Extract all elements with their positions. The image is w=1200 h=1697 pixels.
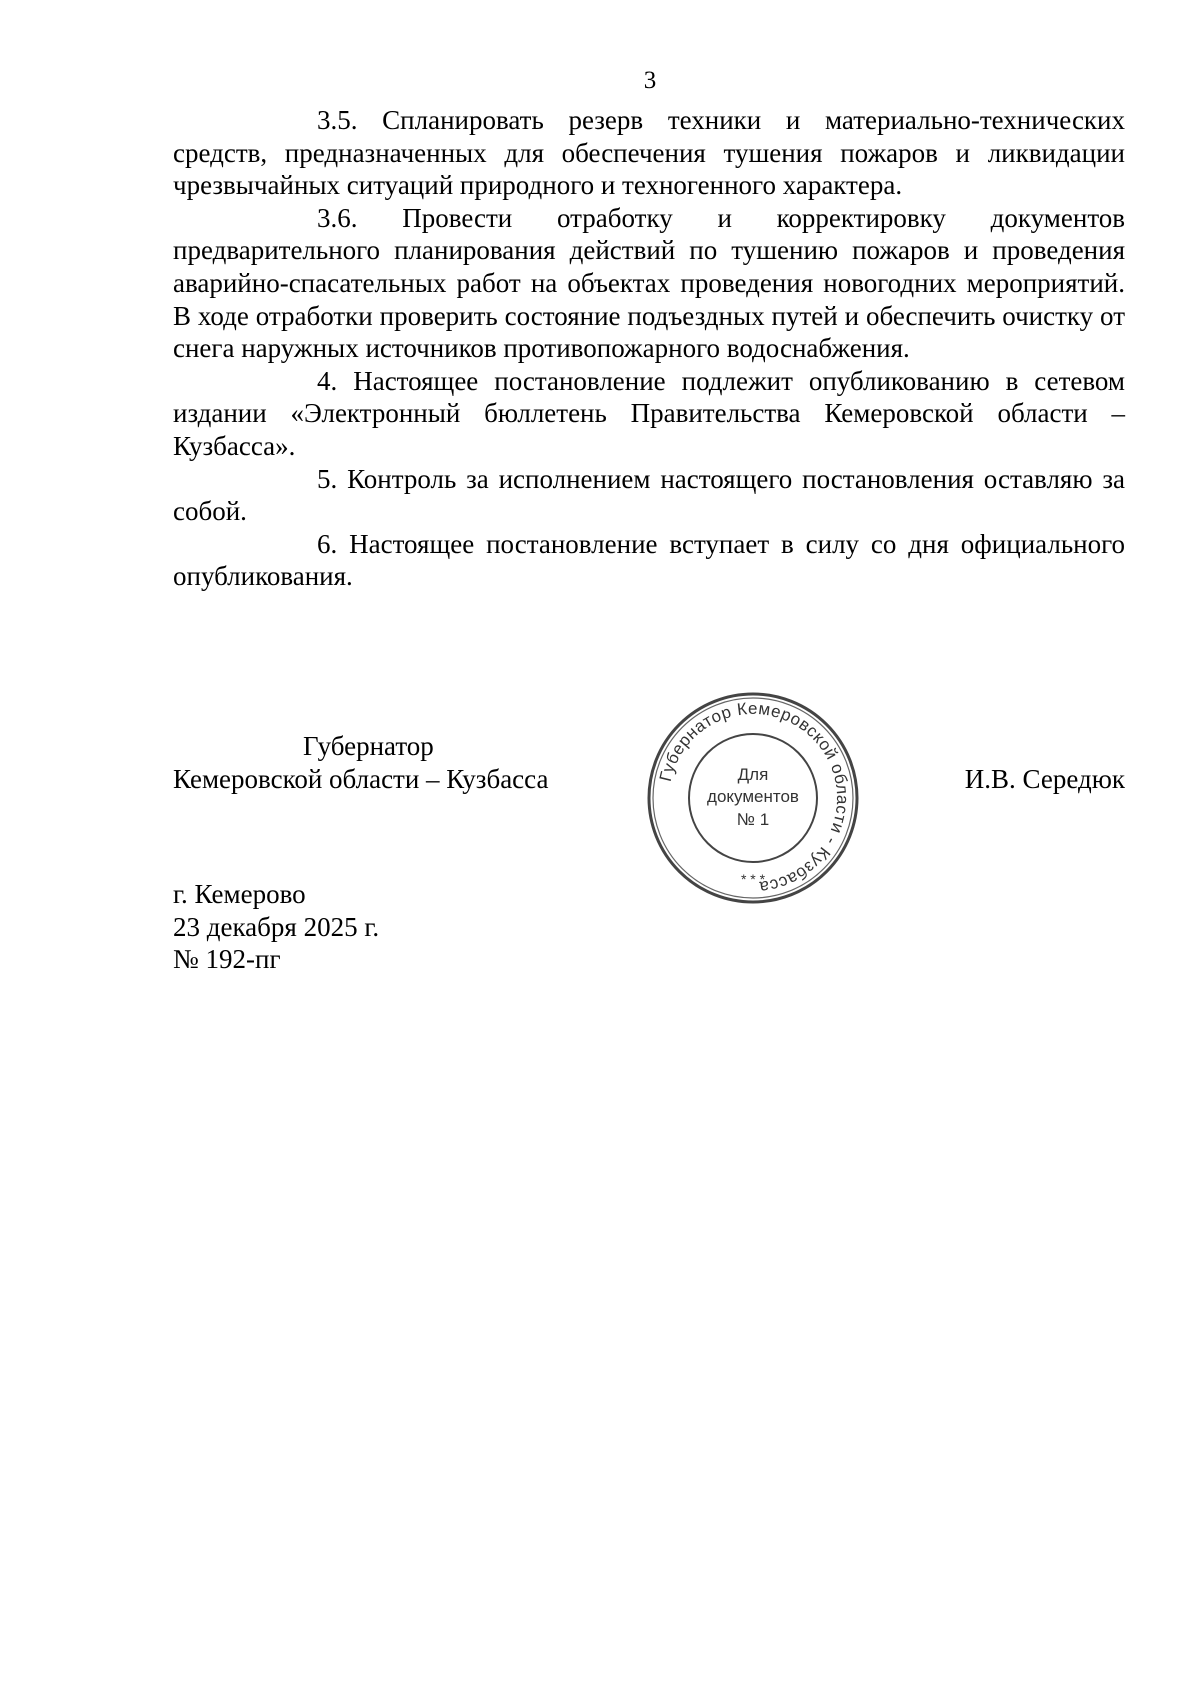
seal-center-line3: № 1 xyxy=(736,810,770,829)
signatory-name: И.В. Середюк xyxy=(964,764,1125,794)
seal-stars: * * * xyxy=(740,871,766,887)
paragraph-number: 3.5. xyxy=(317,105,358,135)
official-seal xyxy=(643,688,863,908)
paragraph-text: Настоящее постановление вступает в силу со дня официального опубликования. xyxy=(173,528,1126,592)
page-number: 3 xyxy=(643,67,657,94)
seal-ring-text: Губернатор Кемеровской области - Кузбасса xyxy=(655,698,853,897)
paragraph-5 xyxy=(173,463,1125,528)
paragraph-text: Спланировать резерв техники и материально-технических средств, предназначенных для обеспечения тушения пожаров и ликвидации чрезвычайных ситуаций природного и техногенного характера. xyxy=(173,105,1125,201)
paragraph-text: Контроль за исполнением настоящего постановления оставляю за собой. xyxy=(173,463,1126,527)
paragraph-number: 4. xyxy=(317,365,338,396)
seal-center-line2: документов xyxy=(707,787,799,806)
paragraph-number: 3.6. xyxy=(317,202,358,233)
signatory-title-line2: Кемеровской области – Кузбасса xyxy=(173,764,549,794)
paragraph-text: Провести отработку и корректировку документов предварительного планирования действий по тушению пожаров и проведения аварийно-спасательных работ на объектах проведения новогодних мероприятий. В ходе отработки проверить состояние подъездных путей и обеспечить очистку от снега наружных источников противопожарного водоснабжения. xyxy=(173,202,1126,364)
paragraph-4 xyxy=(173,365,1125,463)
document-body xyxy=(173,104,1125,593)
paragraph-number: 6. xyxy=(317,528,338,559)
document-footer xyxy=(173,878,379,976)
footer-city: г. Кемерово xyxy=(173,879,306,909)
footer-date: 23 декабря 2025 г. xyxy=(173,911,380,942)
paragraph-number: 5. xyxy=(317,463,338,494)
footer-doc-number: № 192-пг xyxy=(173,944,281,974)
seal-center-line1: Для xyxy=(737,765,769,784)
paragraph-3-6 xyxy=(173,202,1125,365)
paragraph-6 xyxy=(173,528,1125,593)
paragraph-text: Настоящее постановление подлежит опубликованию в сетевом издании «Электронный бюллетень Правительства Кемеровской области – Кузбасса». xyxy=(173,365,1126,461)
paragraph-3-5 xyxy=(173,104,1125,202)
signatory-title-line1: Губернатор xyxy=(303,731,434,761)
